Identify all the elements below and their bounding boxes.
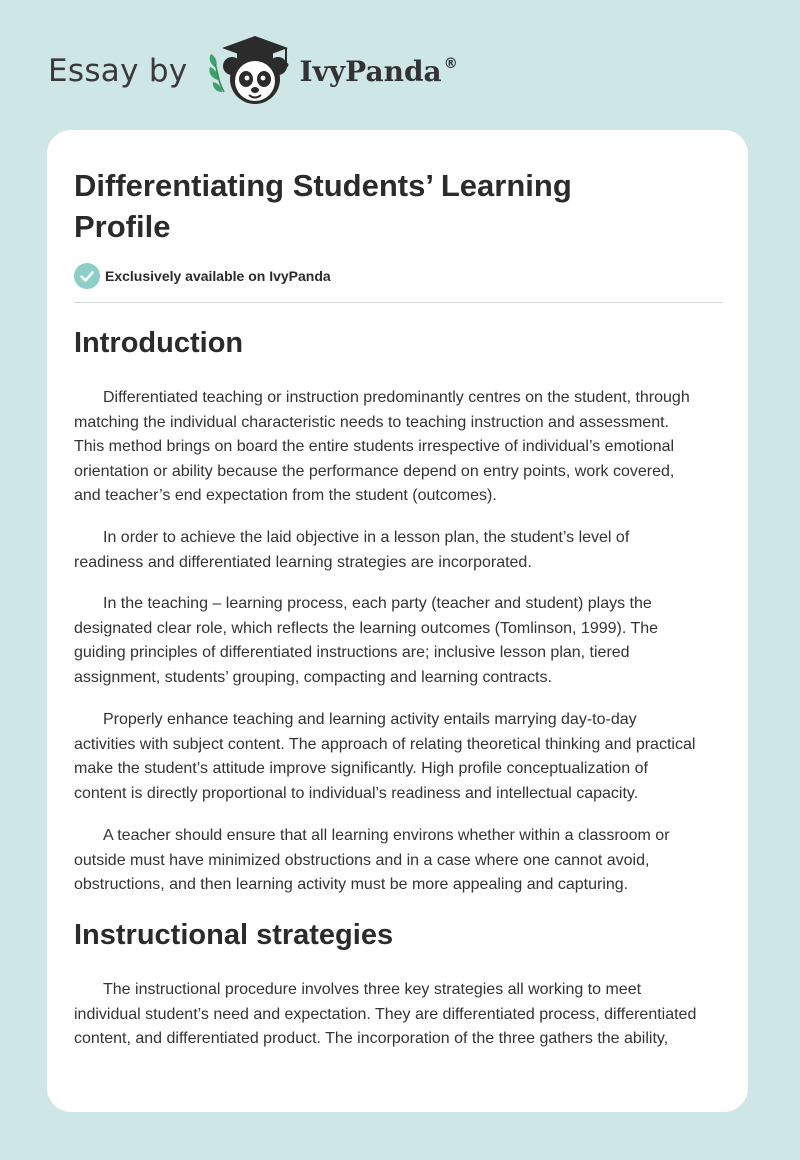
paragraph-line: Properly enhance teaching and learning activity entails marrying day-to-day [103, 711, 637, 728]
divider [74, 302, 722, 303]
paragraph-line: and teacher’s end expectation from the student (outcomes). [74, 487, 497, 504]
paragraph-line: make the student’s attitude improve significantly. High profile conceptualization of [74, 760, 648, 777]
paragraph-line: In the teaching – learning process, each party (teacher and student) plays the [103, 595, 652, 612]
brand-name-text: IvyPanda [299, 54, 442, 88]
paragraph-line: orientation or ability because the performance depend on entry points, work covered, [74, 462, 675, 480]
paragraph-line: Differentiated teaching or instruction predominantly centres on the student, through [103, 389, 690, 406]
paragraph-line: activities with subject content. The approach of relating theoretical thinking and practical [74, 735, 696, 753]
site-brand[interactable] [48, 34, 458, 108]
essay-title-line: Differentiating Students’ Learning [74, 168, 572, 203]
paragraph-line: guiding principles of differentiated instructions are; inclusive lesson plan, tiered [74, 644, 630, 661]
paragraph [74, 708, 724, 806]
paragraph-line: matching the individual characteristic needs to teaching instruction and assessment. [74, 413, 669, 431]
paragraph-line: individual student’s need and expectation. They are differentiated process, differentiated [74, 1005, 697, 1023]
section-heading-instructional-strategies: Instructional strategies [74, 919, 394, 951]
section-heading-introduction: Introduction [74, 327, 244, 359]
brand-name [300, 55, 458, 88]
essay-title [74, 165, 674, 247]
paragraph-line: readiness and differentiated learning strategies are incorporated. [74, 553, 532, 571]
check-circle-icon [74, 263, 100, 289]
essay-title-line: Profile [74, 209, 171, 244]
registered-mark: ® [443, 55, 458, 72]
exclusive-badge-label: Exclusively available on IvyPanda [105, 268, 331, 284]
exclusive-badge [74, 263, 331, 289]
paragraph-line: content is directly proportional to individual’s readiness and intellectual capacity. [74, 784, 639, 802]
paragraph [74, 386, 724, 509]
ivypanda-logo-icon [202, 34, 298, 108]
paragraph-line: This method brings on board the entire students irrespective of individual’s emotional [74, 438, 675, 455]
paragraph-line: obstructions, and then learning activity must be more appealing and capturing. [74, 876, 629, 893]
paragraph-line: A teacher should ensure that all learning environs whether within a classroom or [103, 827, 670, 844]
essay-card [47, 130, 748, 1112]
paragraph-line: The instructional procedure involves three key strategies all working to meet [103, 981, 642, 998]
paragraph-line: In order to achieve the laid objective in a lesson plan, the student’s level of [103, 529, 630, 546]
paragraph-line: content, and differentiated product. The incorporation of the three gathers the ability, [74, 1030, 669, 1047]
brand-prefix: Essay by [48, 53, 188, 89]
paragraph-line: outside must have minimized obstructions and in a case where one cannot avoid, [74, 851, 650, 869]
paragraph [74, 978, 724, 1052]
paragraph [74, 824, 724, 898]
paragraph [74, 592, 724, 690]
paragraph-line: assignment, students’ grouping, compacting and learning contracts. [74, 668, 552, 686]
paragraph [74, 526, 724, 575]
paragraph-line: designated clear role, which reflects the learning outcomes (Tomlinson, 1999). The [74, 619, 659, 637]
